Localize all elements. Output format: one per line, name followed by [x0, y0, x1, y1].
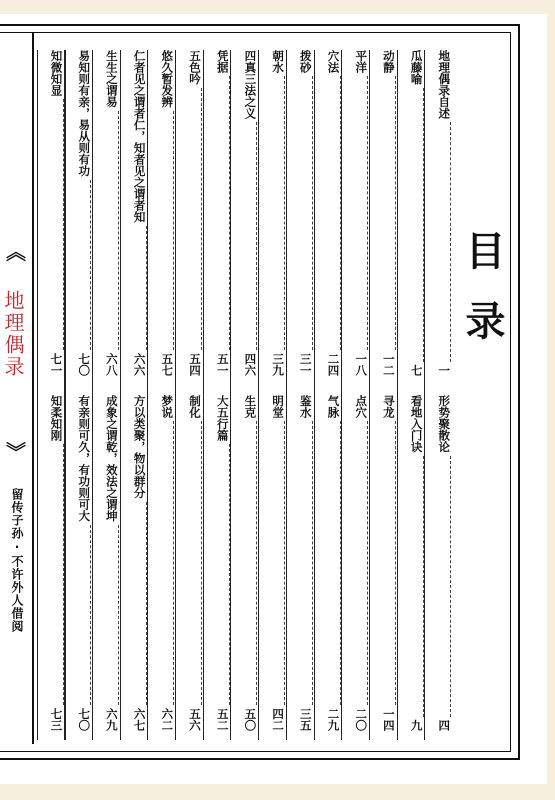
toc-entry[interactable]: [176, 395, 203, 735]
spine-divider: [32, 32, 34, 744]
toc-entry-page: 一二: [381, 353, 396, 376]
toc-entry-title: 凭据: [215, 50, 230, 73]
toc-entry[interactable]: [176, 50, 203, 380]
toc-entry[interactable]: [231, 395, 258, 735]
spine-book-title: 地理偶录: [1, 290, 25, 378]
leader-line: [423, 88, 425, 362]
toc-entry-title: 点穴: [354, 395, 369, 418]
toc-column: [341, 50, 369, 740]
leader-line: [256, 122, 258, 350]
toc-entry[interactable]: [148, 50, 175, 380]
toc-entry-page: 五〇: [243, 708, 258, 731]
toc-entry[interactable]: [259, 395, 286, 735]
toc-entry-title: 地理偶录自述: [437, 50, 452, 119]
toc-entry[interactable]: [231, 50, 258, 380]
leader-line: [229, 76, 231, 350]
toc-entry-page: 九: [409, 719, 424, 731]
toc-entry[interactable]: [259, 50, 286, 380]
toc-column: [424, 50, 452, 740]
leader-line: [340, 421, 342, 705]
toc-entry-page: 四二: [271, 708, 286, 731]
toc-entry[interactable]: [425, 50, 452, 380]
toc-entry-title: 成象之谓乾，效法之谓坤: [104, 395, 119, 522]
spine-note: 留传子孙·不许外人借阅: [10, 488, 24, 633]
toc-entry-page: 二四: [326, 353, 341, 376]
toc-entry-title: 形势聚散论: [437, 395, 452, 453]
toc-entry-page: 五四: [188, 353, 202, 376]
leader-line: [90, 180, 92, 351]
toc-entry-title: 有亲则可久，有功则可大: [77, 395, 92, 522]
toc-column: [397, 50, 425, 740]
toc-entry-page: 五六: [188, 708, 202, 731]
leader-line: [173, 421, 175, 705]
toc-entry[interactable]: [204, 395, 231, 735]
leader-line: [284, 76, 286, 350]
toc-entry[interactable]: [38, 50, 65, 380]
toc-entry[interactable]: [121, 50, 148, 380]
toc-entry-page: 七一: [49, 353, 64, 376]
toc-entry-title: 寻龙: [381, 395, 396, 418]
toc-column: [175, 50, 203, 740]
leader-line: [146, 502, 148, 706]
toc-entry-title: 方以类聚，物以群分: [132, 395, 147, 499]
leader-line: [229, 444, 231, 705]
toc-entry[interactable]: [121, 395, 148, 735]
toc-entry-page: 三五: [298, 708, 313, 731]
leader-line: [340, 76, 342, 350]
toc-entry-title: 仁者见之谓者仁，知者见之谓者知: [132, 50, 147, 223]
toc-entry-title: 悠久暂发辨: [160, 50, 175, 108]
toc-column: [230, 50, 258, 740]
toc-entry-title: 动静: [381, 50, 396, 73]
toc-entry[interactable]: [315, 395, 342, 735]
leader-line: [201, 421, 203, 705]
toc-entry-title: 制化: [188, 395, 202, 418]
toc-entry-page: 七〇: [77, 708, 92, 731]
toc-entry[interactable]: [93, 395, 120, 735]
toc-entry-title: 生生之谓易: [104, 50, 119, 108]
toc-entry-title: 知柔知刚: [49, 395, 64, 441]
toc-entry-page: 一四: [381, 708, 396, 731]
leader-line: [312, 76, 314, 350]
leader-line: [201, 88, 203, 351]
toc-entry[interactable]: [65, 395, 92, 735]
toc-column: [37, 50, 66, 740]
toc-entry-title: 气脉: [326, 395, 341, 418]
toc-entry-title: 鉴水: [298, 395, 313, 418]
toc-entry-page: 五一: [215, 353, 230, 376]
toc-entry-page: 七〇: [77, 353, 92, 376]
toc-entry-title: 拨砂: [298, 50, 313, 73]
toc-entry-title: 大五行篇: [215, 395, 230, 441]
toc-entry-page: 五二: [215, 708, 230, 731]
chevron-down-icon: ︾: [6, 440, 26, 464]
toc-entry-page: 六七: [132, 708, 147, 731]
toc-entry-page: 三一: [298, 353, 313, 376]
leader-line: [63, 99, 65, 350]
toc-entry-title: 看地入门诀: [409, 395, 424, 453]
toc-column: [203, 50, 231, 740]
toc-column: [286, 50, 314, 740]
toc-entry-title: 穴法: [326, 50, 341, 73]
chevron-up-icon: ︽: [6, 240, 26, 264]
toc-entry[interactable]: [398, 395, 425, 735]
leader-line: [395, 76, 397, 350]
leader-line: [118, 111, 120, 351]
toc-entry-title: 明堂: [271, 395, 286, 418]
page-title: 目录: [459, 230, 505, 370]
toc-entry-title: 生克: [243, 395, 258, 418]
leader-line: [90, 525, 92, 706]
toc-entry[interactable]: [148, 395, 175, 735]
toc-entry[interactable]: [398, 50, 425, 380]
toc-entry[interactable]: [287, 395, 314, 735]
leader-line: [146, 226, 148, 351]
toc-column: [92, 50, 120, 740]
leader-line: [173, 111, 175, 351]
toc-entry-page: 二九: [326, 708, 341, 731]
leader-line: [256, 421, 258, 705]
toc-entry-page: 六六: [132, 353, 147, 376]
toc-entry-title: 瓜藤喻: [409, 50, 424, 85]
toc-entry-page: 六八: [104, 353, 119, 376]
toc-entry[interactable]: [38, 395, 65, 735]
toc-entry-title: 四真三法之义: [243, 50, 258, 119]
toc-entry-page: 四: [437, 719, 452, 731]
leader-line: [284, 421, 286, 705]
toc-entry[interactable]: [204, 50, 231, 380]
book-spine: [0, 32, 32, 752]
leader-line: [450, 122, 452, 362]
toc-entry[interactable]: [342, 395, 369, 735]
toc-entry-page: 一八: [354, 353, 369, 376]
toc-column: [64, 50, 92, 740]
toc-column: [258, 50, 286, 740]
toc-entry[interactable]: [425, 395, 452, 735]
toc-entry-page: 七三: [49, 708, 64, 731]
toc-column: [120, 50, 148, 740]
toc-entry[interactable]: [342, 50, 369, 380]
toc-entry[interactable]: [65, 50, 92, 380]
toc-column: [314, 50, 342, 740]
leader-line: [63, 444, 65, 705]
leader-line: [450, 456, 452, 717]
toc-entry[interactable]: [287, 50, 314, 380]
leader-line: [395, 421, 397, 705]
leader-line: [312, 421, 314, 705]
toc-entry[interactable]: [370, 50, 397, 380]
toc-entry-page: 六九: [104, 708, 119, 731]
toc-entry-page: 六二: [160, 708, 175, 731]
toc-entry-title: 五色吟: [188, 50, 202, 85]
toc-entry-title: 平洋: [354, 50, 369, 73]
toc-entry-title: 易知则有亲，易从则有功: [77, 50, 92, 177]
toc-entry-title: 朝水: [271, 50, 286, 73]
toc-entry-page: 二〇: [354, 708, 369, 731]
toc-entry-page: 三九: [271, 353, 286, 376]
toc-entry-title: 梦说: [160, 395, 175, 418]
toc-entry-page: 五七: [160, 353, 175, 376]
leader-line: [423, 456, 425, 717]
toc-entry[interactable]: [370, 395, 397, 735]
toc-entry-page: 七: [409, 364, 424, 376]
toc-entry[interactable]: [93, 50, 120, 380]
toc-entry-title: 知微知显: [49, 50, 64, 96]
leader-line: [118, 525, 120, 706]
leader-line: [367, 421, 369, 705]
leader-line: [367, 76, 369, 350]
toc-column: [369, 50, 397, 740]
toc-column: [147, 50, 175, 740]
toc-entry-page: 一: [437, 364, 452, 376]
toc-entry[interactable]: [315, 50, 342, 380]
toc-entry-page: 四六: [243, 353, 258, 376]
